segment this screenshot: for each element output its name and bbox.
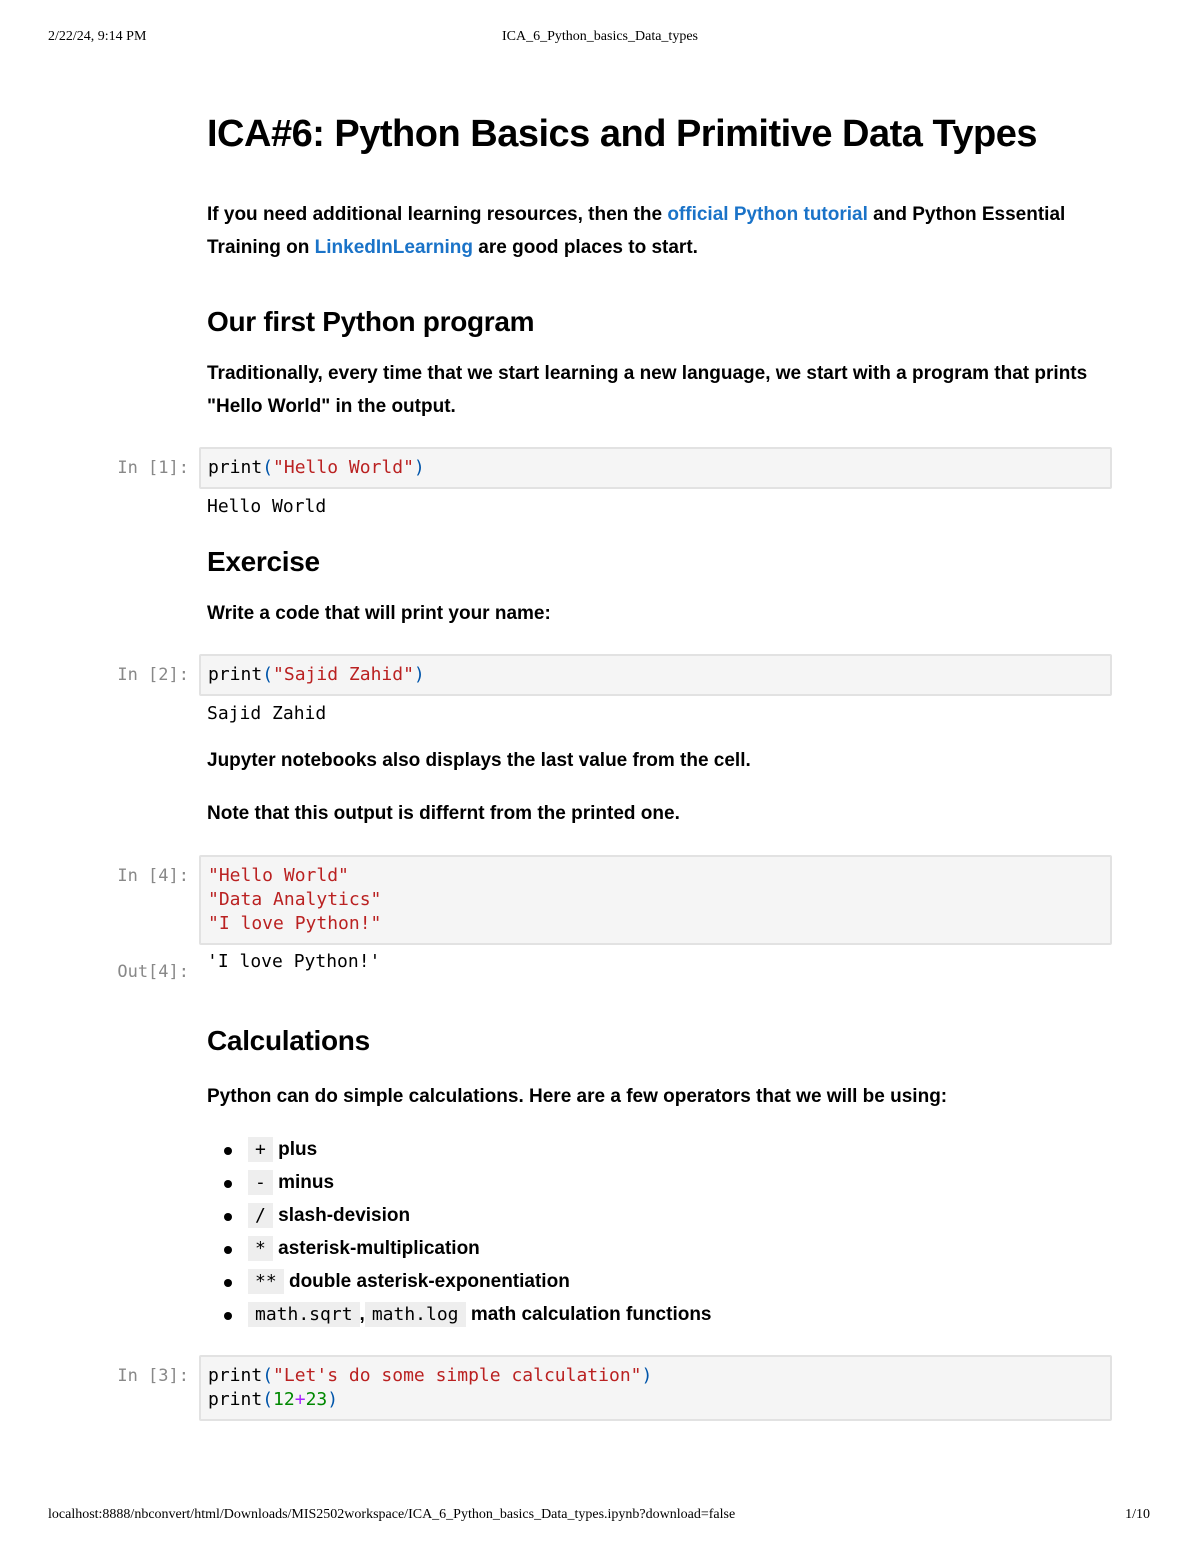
code-cell-2[interactable] <box>117 654 1112 696</box>
cell-2-prompt: In [2]: <box>117 665 189 685</box>
code-token: "Hello World" <box>273 457 414 478</box>
code-cell-3[interactable] <box>117 1355 1112 1421</box>
code-token: "Data Analytics" <box>208 889 382 910</box>
code-token: "Sajid Zahid" <box>273 664 414 685</box>
list-item <box>223 1232 1112 1265</box>
print-footer <box>0 1507 1200 1527</box>
code-token: ( <box>262 664 274 685</box>
operator-desc: plus <box>278 1139 318 1160</box>
cell-2-output: Sajid Zahid <box>207 703 327 724</box>
code-token: "Let's do some simple calculation" <box>273 1365 642 1386</box>
section-heading-calculations: Calculations <box>207 1025 370 1056</box>
code-token: print <box>208 1389 263 1410</box>
code-cell-1[interactable] <box>117 447 1112 489</box>
operator-desc: minus <box>278 1172 335 1193</box>
exercise-text: Write a code that will print your name: <box>207 603 551 624</box>
code-token: ( <box>262 1365 274 1386</box>
code-token: ( <box>262 1389 274 1410</box>
cell-4-output-area <box>117 950 1112 982</box>
cell-1-prompt: In [1]: <box>117 458 189 478</box>
intro-text-2: and Python Essential Training on <box>207 204 1066 258</box>
calculations-text: Python can do simple calculations. Here are a few operators that we will be using: <box>207 1086 948 1107</box>
operator-desc: slash-devision <box>278 1205 411 1226</box>
section-heading-first-program: Our first Python program <box>207 306 535 337</box>
operator-desc: asterisk-multiplication <box>278 1238 480 1259</box>
print-header <box>0 29 1200 49</box>
operator-code: - <box>248 1170 273 1195</box>
print-title: ICA_6_Python_basics_Data_types <box>502 29 698 44</box>
print-url: localhost:8888/nbconvert/html/Downloads/MIS2502workspace/ICA_6_Python_basics_Data_types.ipynb?download=false <box>48 1507 736 1522</box>
code-cell-4[interactable] <box>117 855 1112 945</box>
python-tutorial-link[interactable]: official Python tutorial <box>667 204 868 225</box>
cell-1-input[interactable] <box>199 447 1112 489</box>
code-token: ) <box>641 1365 653 1386</box>
code-token: ( <box>262 457 274 478</box>
cell-2-input[interactable] <box>199 654 1112 696</box>
operator-sep: , <box>359 1304 365 1325</box>
intro-text-1: If you need additional learning resources, then the <box>207 204 668 225</box>
list-item <box>223 1166 1112 1199</box>
operator-desc: double asterisk-exponentiation <box>288 1271 570 1292</box>
cell-3-prompt: In [3]: <box>117 1366 189 1386</box>
operator-code: / <box>248 1203 273 1228</box>
print-date: 2/22/24, 9:14 PM <box>48 29 147 44</box>
section-heading-exercise: Exercise <box>207 546 320 577</box>
operator-code: * <box>248 1236 273 1261</box>
operator-desc: math calculation functions <box>470 1304 712 1325</box>
intro-paragraph <box>207 198 1112 264</box>
cell-4-input[interactable] <box>199 855 1112 945</box>
code-token: "Hello World" <box>208 865 349 886</box>
code-token: ) <box>413 457 425 478</box>
code-token: "I love Python!" <box>208 913 382 934</box>
code-token: print <box>208 457 263 478</box>
operator-code: + <box>248 1137 273 1162</box>
notebook <box>117 112 1112 1421</box>
operator-list <box>207 1133 1112 1331</box>
code-token: ) <box>413 664 425 685</box>
intro-text-3: are good places to start. <box>473 237 698 258</box>
code-token: print <box>208 1365 263 1386</box>
page-number: 1/10 <box>1125 1507 1150 1522</box>
operator-code: ** <box>248 1269 284 1294</box>
list-item <box>223 1133 1112 1166</box>
operator-code: math.log <box>365 1302 466 1327</box>
first-program-text: Traditionally, every time that we start learning a new language, we start with a program that prints "Hello World" in the output. <box>207 363 1088 417</box>
note-last-value: Jupyter notebooks also displays the last value from the cell. <box>207 750 751 771</box>
code-token: + <box>294 1389 306 1410</box>
operator-code: math.sqrt <box>248 1302 360 1327</box>
cell-3-input[interactable] <box>199 1355 1112 1421</box>
code-token: 12 <box>273 1389 295 1410</box>
cell-4-out-prompt: Out[4]: <box>117 962 189 982</box>
list-item <box>223 1298 1112 1331</box>
list-item <box>223 1199 1112 1232</box>
cell-4-output: 'I love Python!' <box>207 951 381 972</box>
note-output-different: Note that this output is differnt from the printed one. <box>207 803 680 824</box>
code-token: 23 <box>305 1389 328 1410</box>
cell-1-output: Hello World <box>207 496 327 517</box>
linkedin-learning-link[interactable]: LinkedInLearning <box>314 237 474 258</box>
page-title: ICA#6: Python Basics and Primitive Data Types <box>207 113 1037 155</box>
code-token: print <box>208 664 263 685</box>
cell-4-prompt: In [4]: <box>117 866 189 886</box>
list-item <box>223 1265 1112 1298</box>
code-token: ) <box>327 1389 339 1410</box>
